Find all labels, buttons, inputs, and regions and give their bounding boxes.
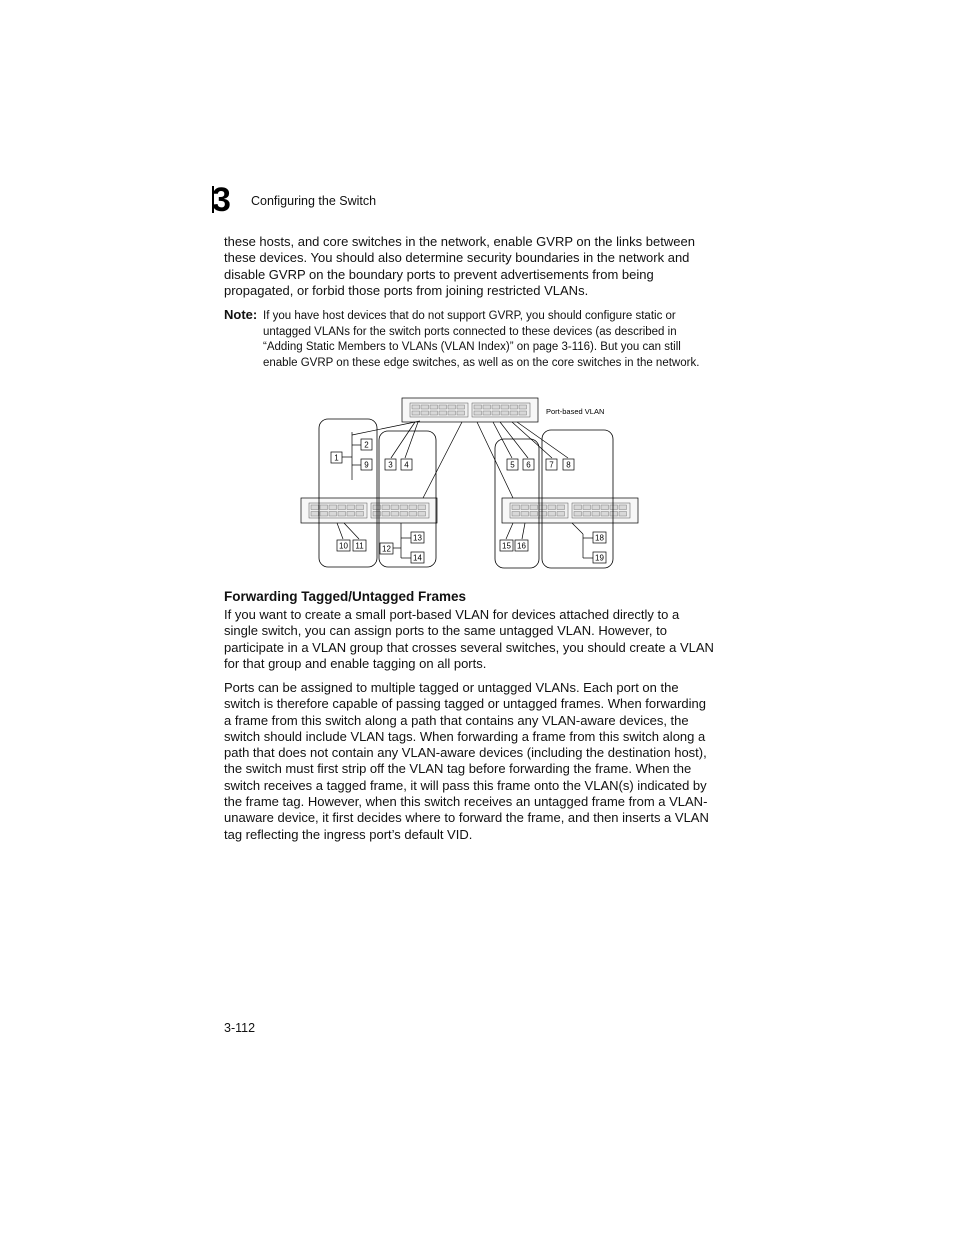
- port-label-16: 16: [517, 541, 526, 551]
- edge-switch-left: [301, 498, 437, 523]
- port-label-1: 1: [334, 453, 339, 463]
- port-label-14: 14: [413, 553, 422, 563]
- note-text: If you have host devices that do not support GVRP, you should configure static or untagged VLANs for the switch ports connected to these devices (as described in “Adding Static Members to VLANs (VLAN Index)” on page 3-116). But you can still enable GVRP on these edge switches, as well as on the core switches in the network.: [263, 310, 700, 369]
- port-label-9: 9: [364, 460, 369, 470]
- port-label-11: 11: [355, 541, 364, 551]
- figure-label: Port-based VLAN: [546, 407, 605, 416]
- port-label-15: 15: [502, 541, 511, 551]
- port-label-19: 19: [595, 553, 604, 563]
- section-heading: Forwarding Tagged/Untagged Frames: [224, 589, 467, 604]
- intro-paragraph: these hosts, and core switches in the network, enable GVRP on the links between these devices. You should also determine security boundaries in the network and disable GVRP on the boundary ports to prevent advertisements from being propagated, or forbid those ports from joining restricted VLANs.: [224, 234, 695, 298]
- port-label-13: 13: [413, 533, 422, 543]
- section-paragraph-2: Ports can be assigned to multiple tagged or untagged VLANs. Each port on the switch is therefore capable of passing tagged or untagged frames. When forwarding a frame from this switch along a path that contains any VLAN-aware devices, the switch should include VLAN tags. When forwarding a frame from this switch along a path that does not contain any VLAN-aware devices (including the destination host), the switch must first strip off the VLAN tag before forwarding the frame. When the switch receives a tagged frame, it will pass this frame onto the VLAN(s) indicated by the frame tag. However, when this switch receives an untagged frame from a VLAN-unaware device, it first decides where to forward the frame, and then inserts a VLAN tag reflecting the ingress port’s default VID.: [224, 680, 709, 842]
- port-label-4: 4: [404, 460, 409, 470]
- port-label-10: 10: [339, 541, 348, 551]
- port-label-5: 5: [510, 460, 515, 470]
- port-label-12: 12: [382, 544, 391, 554]
- switch-units: [301, 398, 638, 523]
- port-label-7: 7: [549, 460, 554, 470]
- port-label-18: 18: [595, 533, 604, 543]
- note-label: Note:: [224, 307, 258, 322]
- port-label-2: 2: [364, 440, 369, 450]
- running-header-title: Configuring the Switch: [251, 194, 377, 208]
- chapter-number: 3: [212, 181, 231, 219]
- connection-lines: [337, 421, 593, 558]
- section-paragraph-1: If you want to create a small port-based VLAN for devices attached directly to a single switch, you can assign ports to the same untagged VLAN. However, to participate in a VLAN group that crosses several switches, you should create a VLAN for that group and enable tagging on all ports.: [224, 607, 714, 671]
- port-label-6: 6: [526, 460, 531, 470]
- edge-switch-right: [502, 498, 638, 523]
- core-switch: [402, 398, 538, 422]
- port-label-3: 3: [388, 460, 393, 470]
- port-label-8: 8: [566, 460, 571, 470]
- page-number: 3-112: [224, 1021, 256, 1035]
